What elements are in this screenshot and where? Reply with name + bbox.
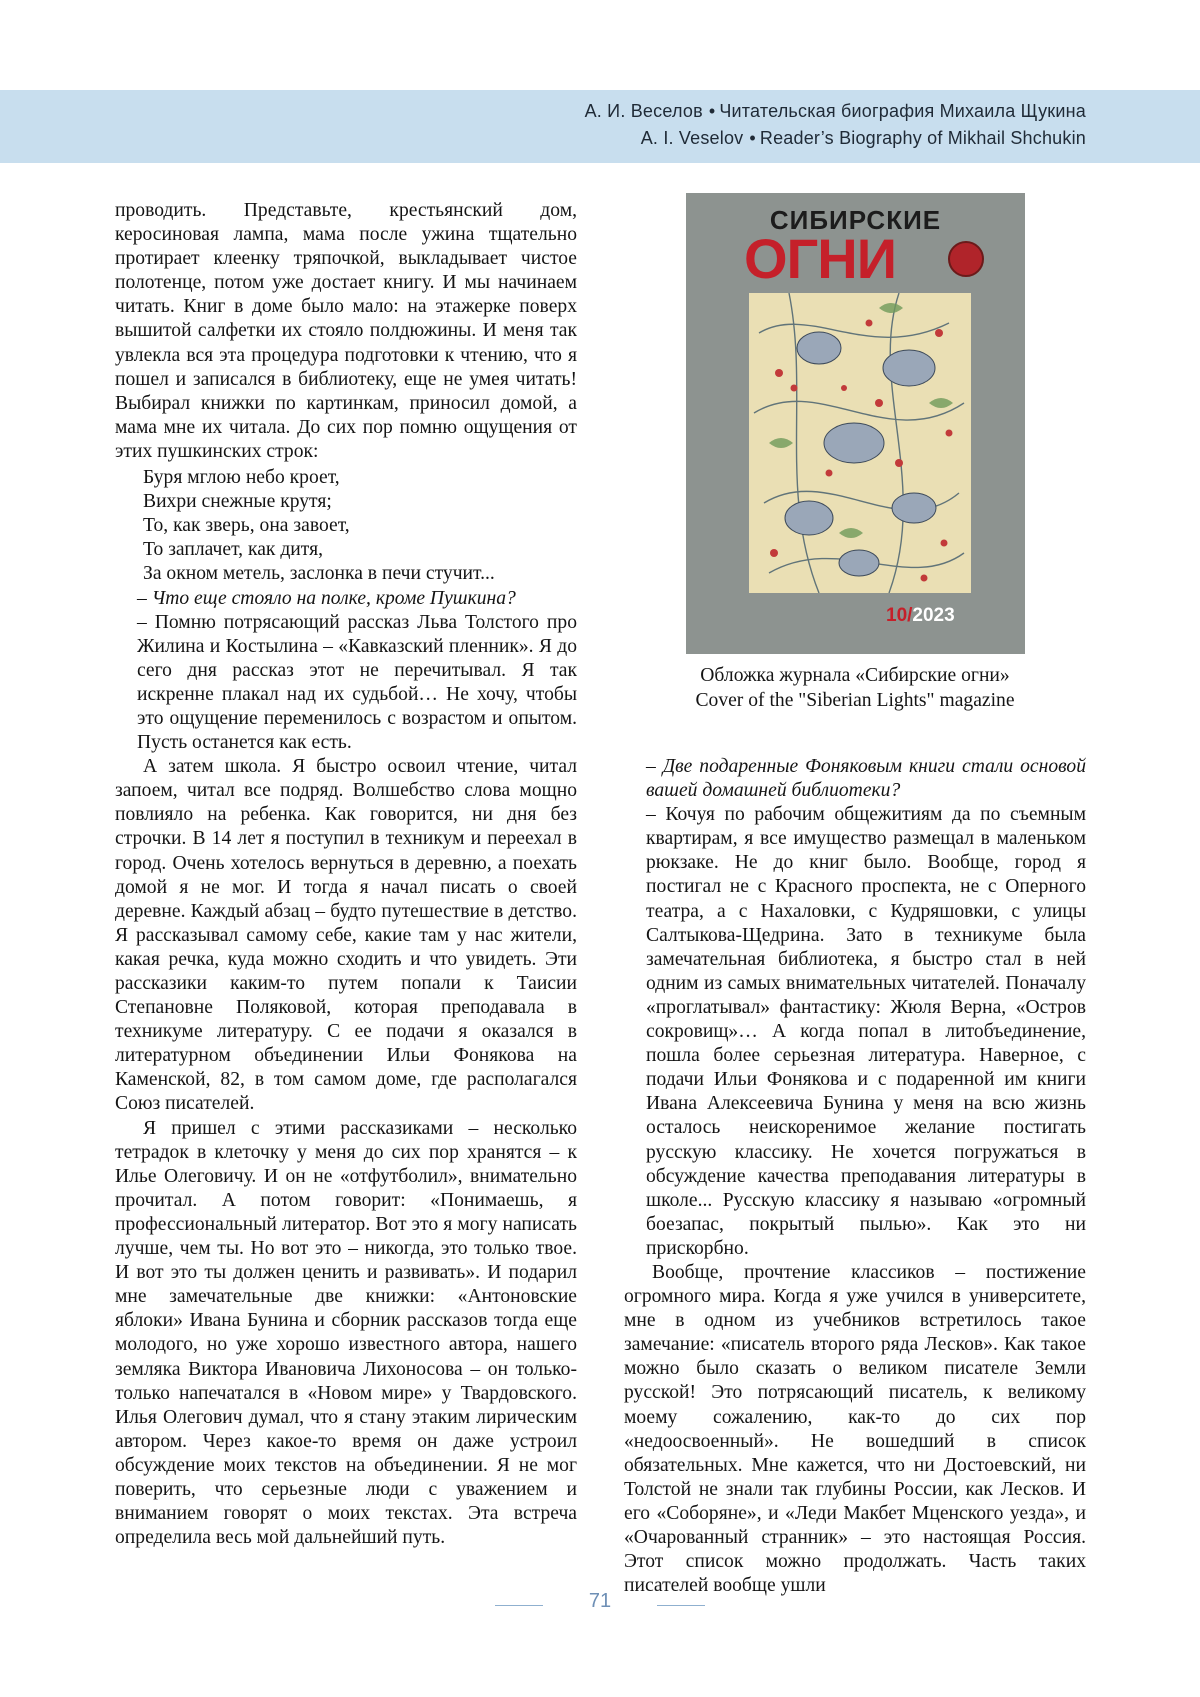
header-bullet: •	[749, 128, 756, 148]
cover-masthead-top: СИБИРСКИЕ	[769, 205, 942, 235]
magazine-cover-image	[686, 193, 1025, 654]
cover-issue-year: 2023	[912, 605, 955, 626]
body-paragraph: проводить. Представьте, крестьянский дом, керосиновая лампа, мама после ужина тщательно протирает клеенку тряпочкой, выкладывает чистое полотенце, потом уже достает книгу. И мы начинаем читать. Книг в доме было мало: на этажерке поверх вышитой салфетки их стояло полдюжины. И меня так увлекла вся эта процедура подготовки к чтению, что я пошел и записался в библиотеку, еще не умея читать! Выбирал книжки по картинкам, приносил домой, а мама мне их читала. До сих пор помню ощущения от этих пушкинских строк:	[115, 200, 577, 462]
cover-issue-number: 10/	[886, 605, 913, 626]
right-column	[624, 755, 1086, 1598]
poem-line: Вихри снежные крутя;	[143, 491, 332, 513]
cover-masthead-main: ОГНИ	[744, 227, 896, 290]
figure-caption	[624, 663, 1086, 713]
header-title-ru: Читательская биография Михаила Щукина	[719, 101, 1086, 121]
cover-issue-label	[886, 605, 955, 627]
running-header-en	[641, 128, 1086, 149]
body-paragraph: Я пришел с этими рассказиками – несколько тетрадок в клеточку у меня до сих пор хранятся – к Илье Олеговичу. И он не «отфутболил», внимательно прочитал. А потом говорит: «Понимаешь, я профессиональный литератор. Вот это я могу написать лучше, чем ты. Но вот это – никогда, это только твое. И вот это ты должен ценить и развивать». И подарил мне замечательные две книжки: «Антоновские яблоки» Ивана Бунина и сборник рассказов тогда еще молодого, но уже хорошо известного автора, нашего земляка Виктора Ивановича Лихоносова – он только-только напечатался в «Новом мире» у Твардовского. Илья Олегович думал, что я стану этаким лирическим автором. Через какое-то время он даже устроил обсуждение моих текстов на объединении. Я не мог поверить, что серьезные люди с уважением и вниманием говорят о моих текстах. Эта встреча определила весь мой дальнейший путь.	[115, 1117, 577, 1549]
cover-emblem-icon	[948, 241, 984, 277]
header-author-ru: А. И. Веселов	[584, 101, 703, 121]
interview-question: – Что еще стояло на полке, кроме Пушкина?	[137, 587, 516, 609]
body-paragraph: Вообще, прочтение классиков – постижение огромного мира. Когда я уже учился в университете, мне в одном из учебников встретилось такое замечание: «писатель второго ряда Лесков». Как такое можно было сказать о великом писателе Земли русской! Это потрясающий писатель, к великому моему сожалению, как-то до сих пор «недоосвоенный». Не вошедший в список обязательных. Мне кажется, что ни Достоевский, ни Толстой не знали так глубины России, как Лесков. И его «Соборяне», и «Леди Макбет Мценского уезда», и «Очарованный странник» – это настоящая Россия. Этот список можно продолжать. Часть таких писателей вообще ушли	[624, 1261, 1086, 1597]
left-column	[115, 199, 577, 1550]
page-number: 71	[588, 1590, 612, 1612]
body-paragraph: – Кочуя по рабочим общежитиям да по съемным квартирам, я все имущество размещал в маленьком рюкзаке. Не до книг было. Вообще, город я постигал не с Красного проспекта, не с Оперного театра, а с Нахаловки, с Кудряшовки, с улицы Салтыкова-Щедрина. Зато в техникуме была замечательная библиотека, я быстро стал в ней одним из самых внимательных читателей. Поначалу «проглатывал» фантастику: Жюля Верна, «Остров сокровищ»… А когда попал в литобъединение, пошла более серьезная литература. Наверное, с подачи Ильи Фонякова и с подаренной им книги Ивана Алексеевича Бунина у меня на всю жизнь осталось неискоренимое желание постигать русскую классику. Не хочется погружаться в обсуждение качества преподавания литературы в школе... Русскую классику я называю «огромный боезапас, покрытый пылью». Как это ни прискорбно.	[646, 804, 1086, 1259]
figure-caption-en: Cover of the "Siberian Lights" magazine	[695, 690, 1015, 711]
figure-caption-ru: Обложка журнала «Сибирские огни»	[700, 665, 1010, 686]
poem-line: То, как зверь, она завоет,	[143, 515, 350, 537]
body-paragraph: А затем школа. Я быстро освоил чтение, читал запоем, читал все подряд. Волшебство слова мощно повлияло на ребенка. Как говорится, ни дня без строчки. В 14 лет я поступил в техникум и переехал в город. Очень хотелось вернуться в деревню, а поехать домой я не мог. И тогда я начал писать о своей деревне. Каждый абзац – будто путешествие в детство. Я рассказывал самому себе, какие там у нас жители, какая речка, куда можно сходить и что увидеть. Эти рассказики каким-то путем попали к Таисии Степановне Поляковой, которая преподавала в техникуме литературу. С ее подачи я оказался в литературном объединении Ильи Фонякова на Каменской, 82, в том самом доме, где располагался Союз писателей.	[115, 756, 577, 1115]
page-footer	[0, 1590, 1200, 1620]
header-bullet: •	[708, 101, 716, 121]
poem-line: Буря мглою небо кроет,	[143, 467, 340, 489]
interview-question: – Две подаренные Фоняковым книги стали основой вашей домашней библиотеки?	[646, 756, 1086, 802]
cover-artwork	[749, 293, 971, 593]
poem-line: За окном метель, заслонка в печи стучит...	[143, 563, 495, 585]
running-header-ru	[585, 101, 1086, 122]
poem-line: То заплачет, как дитя,	[143, 539, 323, 561]
footer-rule-left	[495, 1605, 543, 1606]
running-header	[0, 90, 1200, 163]
body-paragraph: – Помню потрясающий рассказ Льва Толстого про Жилина и Костылина – «Кавказский пленник». Я до сего дня рассказ этот не перечитывал. Я так искренне плакал над их судьбой… Не хочу, чтобы это ощущение переменилось с возрастом и опытом. Пусть останется как есть.	[137, 611, 577, 754]
footer-rule-right	[657, 1605, 705, 1606]
poem-quote	[115, 466, 577, 586]
header-title-en: Reader’s Biography of Mikhail Shchukin	[759, 128, 1086, 148]
header-author-en: A. I. Veselov	[640, 128, 744, 148]
